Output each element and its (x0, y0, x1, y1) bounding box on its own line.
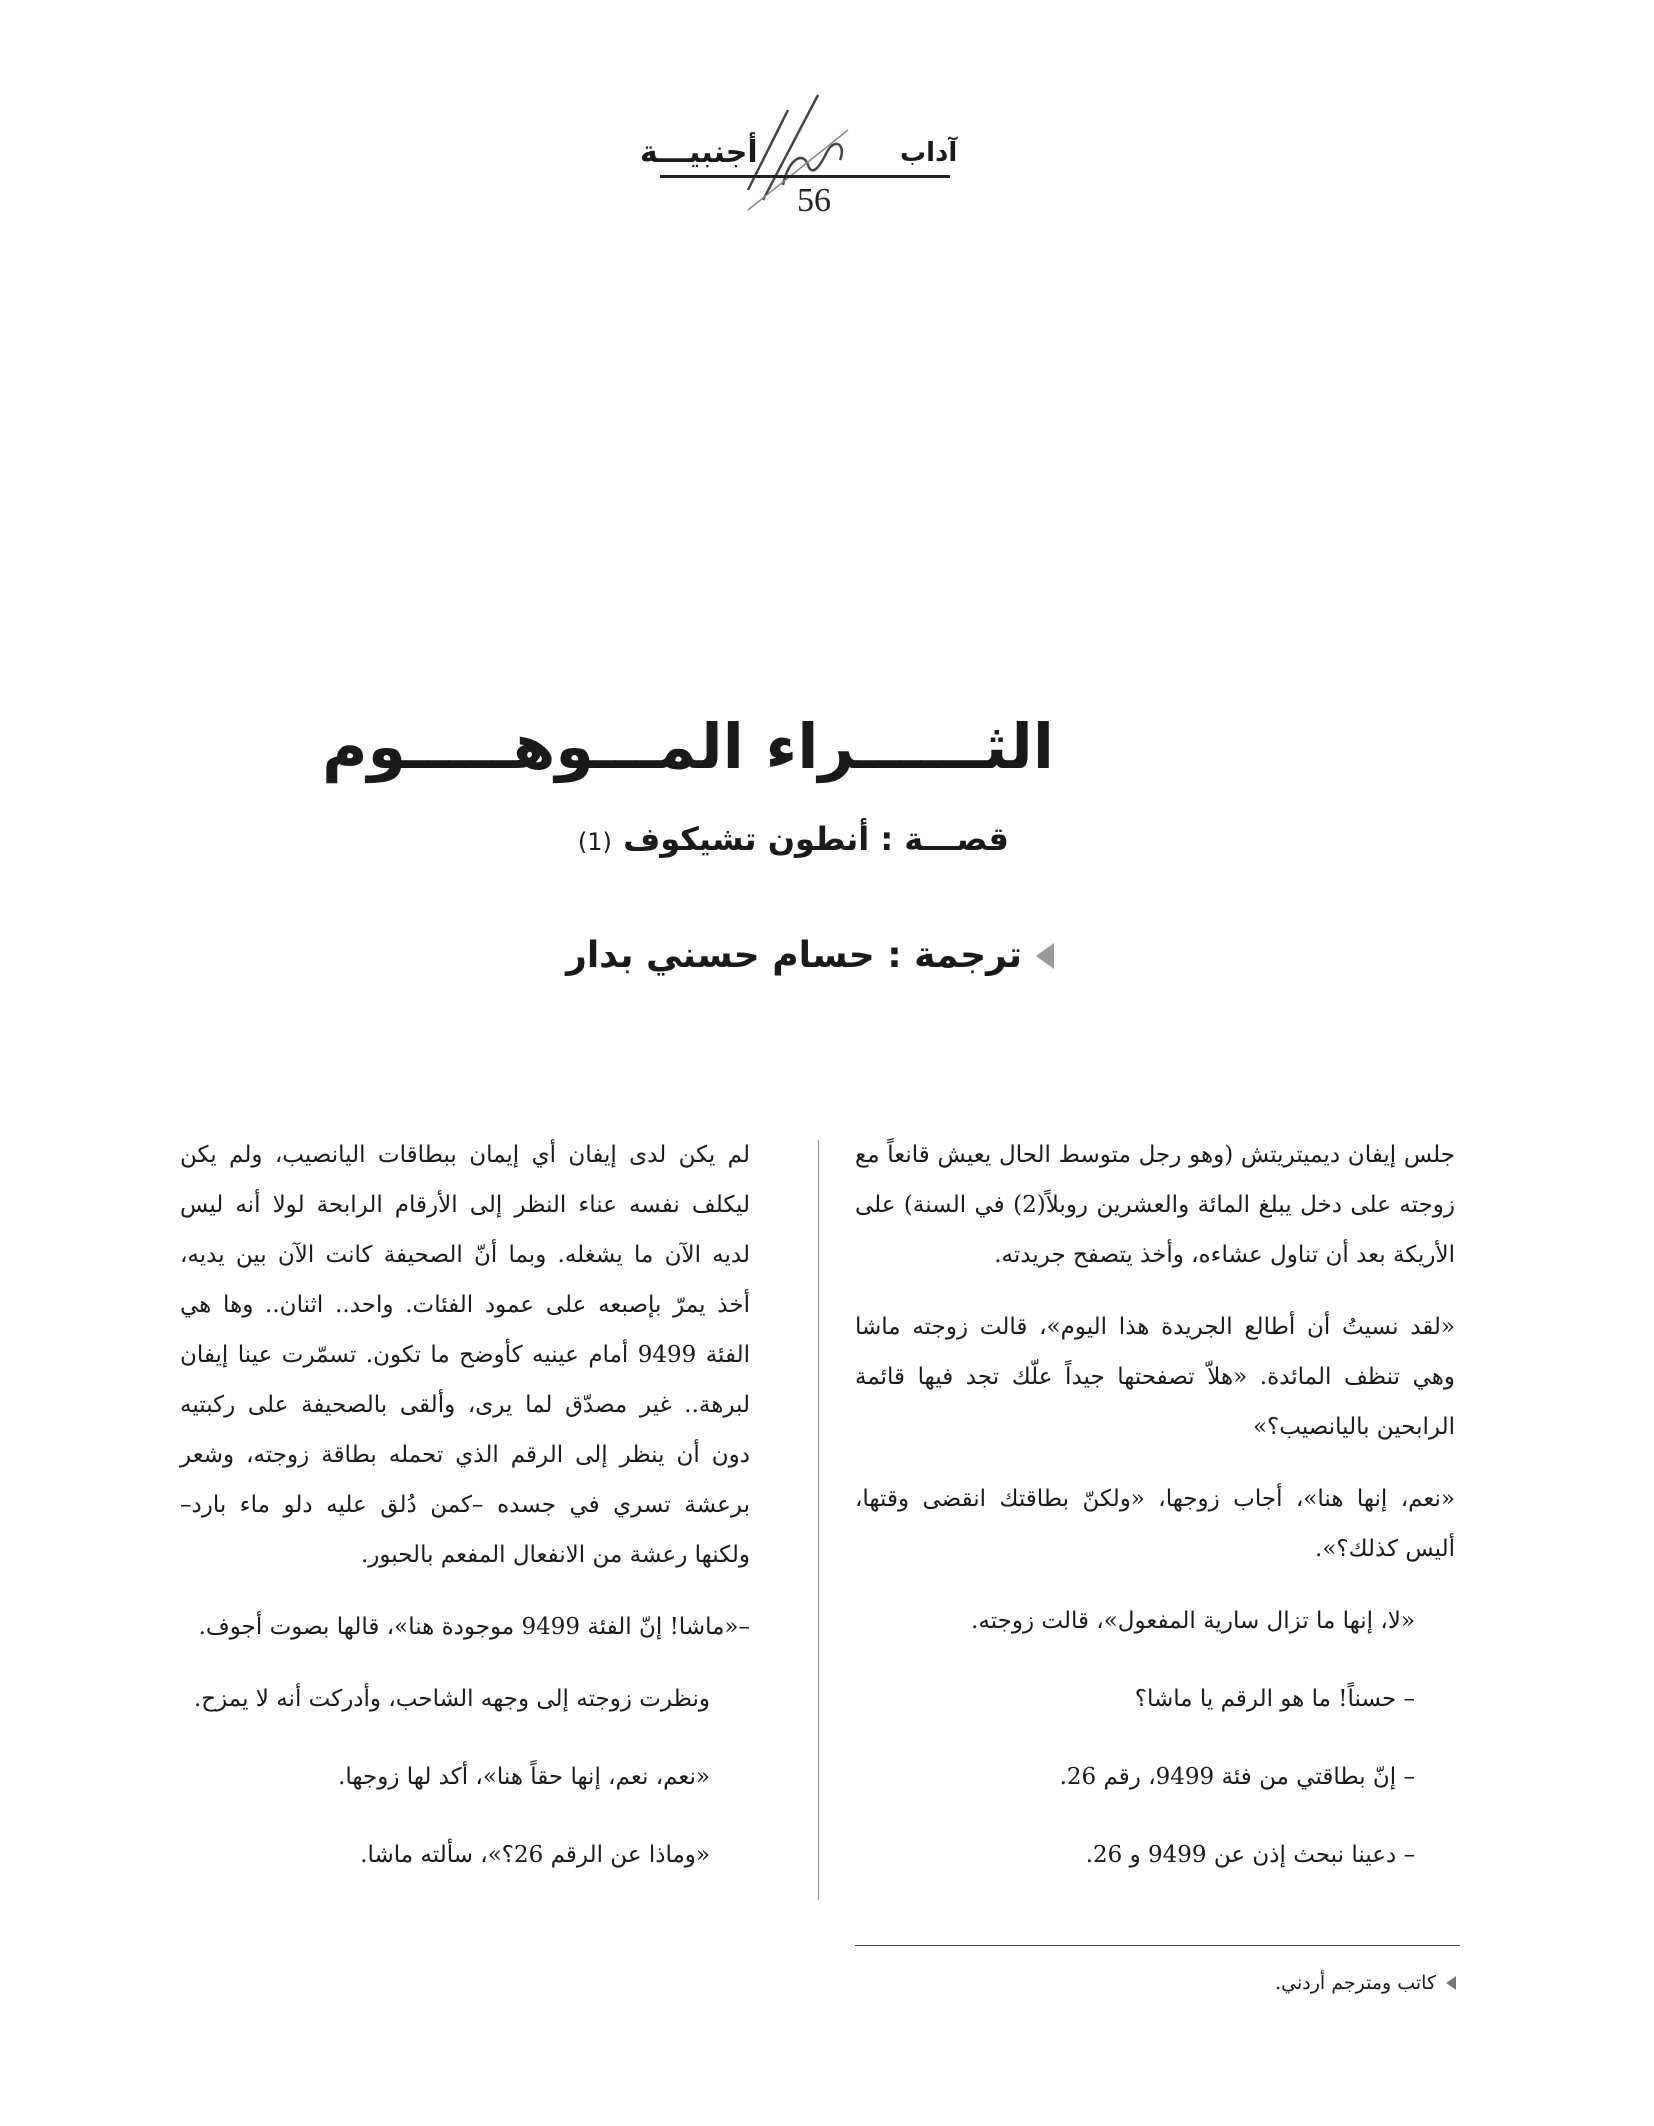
paragraph: «نعم، إنها هنا»، أجاب زوجها، «ولكنّ بطاقتك انقضى وقتها، أليس كذلك؟». (855, 1486, 1455, 1562)
byline-text: قصـــة : أنطون تشيكوف (623, 820, 1009, 858)
dialogue-line: «نعم، نعم، إنها حقاً هنا»، أكد لها زوجها. (338, 1764, 710, 1790)
section-label-left-word: آداب (900, 138, 958, 168)
translator-text: ترجمة : حسام حسني بدار (566, 935, 1022, 976)
dialogue-line: – إنّ بطاقتي من فئة 9499، رقم 26. (1059, 1764, 1415, 1790)
dialogue-line: ونظرت زوجته إلى وجهه الشاحب، وأدركت أنه لا يمزح. (193, 1686, 710, 1712)
dialogue-line: «وماذا عن الرقم 26؟»، سألته ماشا. (360, 1842, 710, 1868)
translator-line (566, 935, 1054, 976)
paragraph: –«ماشا! إنّ الفئة 9499 موجودة هنا»، قالها بصوت أجوف. (198, 1614, 750, 1640)
paragraph: «لقد نسيتُ أن أطالع الجريدة هذا اليوم»، قالت زوجته ماشا وهي تنظف المائدة. «هلاّ تصفحتها جيداً علّك تجد فيها قائمة الرابحين باليانصيب؟» (855, 1314, 1455, 1440)
header-rule (660, 175, 950, 178)
triangle-bullet-icon (1446, 1976, 1456, 1990)
paragraph: لم يكن لدى إيفان أي إيمان ببطاقات اليانصيب، ولم يكن ليكلف نفسه عناء النظر إلى الأرقام الرابحة لولا أنه ليس لديه الآن ما يشغله. وبما أنّ الصحيفة كانت الآن بين يديه، أخذ يمرّ بإصبعه على عمود الفئات. واحد.. اثنان.. وها هي الفئة 9499 أمام عينيه كأوضح ما تكون. تسمّرت عينا إيفان لبرهة.. غير مصدّق لما يرى، وألقى بالصحيفة على ركبتيه دون أن ينظر إلى الرقم الذي تحمله بطاقة زوجته، وشعر برعشة تسري في جسده –كمن دُلق عليه دلو ماء بارد– ولكنها رعشة من الانفعال المفعم بالحبور. (180, 1142, 750, 1568)
dialogue-line: «لا، إنها ما تزال سارية المفعول»، قالت زوجته. (971, 1608, 1415, 1634)
dialogue-line: – حسناً! ما هو الرقم يا ماشا؟ (1134, 1686, 1415, 1712)
article-byline (578, 820, 1009, 858)
article-title: الثــــــراء المـــوهـــــوم (322, 710, 1054, 783)
footnote-text: كاتب ومترجم أردني. (1275, 1972, 1436, 1994)
text-column-right (855, 1130, 1455, 1908)
text-column-left (180, 1130, 750, 1908)
column-divider (818, 1140, 819, 1900)
footnote (1275, 1972, 1456, 1994)
dialogue-line: – دعينا نبحث إذن عن 9499 و 26. (1085, 1842, 1415, 1868)
footnote-rule (855, 1945, 1460, 1946)
page-number: 56 (797, 182, 831, 219)
paragraph: جلس إيفان ديميتريتش (وهو رجل متوسط الحال يعيش قانعاً مع زوجته على دخل يبلغ المائة والعشرين روبلاً(2) في السنة) على الأريكة بعد أن تناول عشاءه، وأخذ يتصفح جريدته. (855, 1142, 1455, 1268)
section-label-right-word: أجنبيـــة (640, 135, 758, 170)
byline-footnote-ref: (1) (577, 828, 612, 856)
triangle-bullet-icon (1036, 943, 1054, 969)
